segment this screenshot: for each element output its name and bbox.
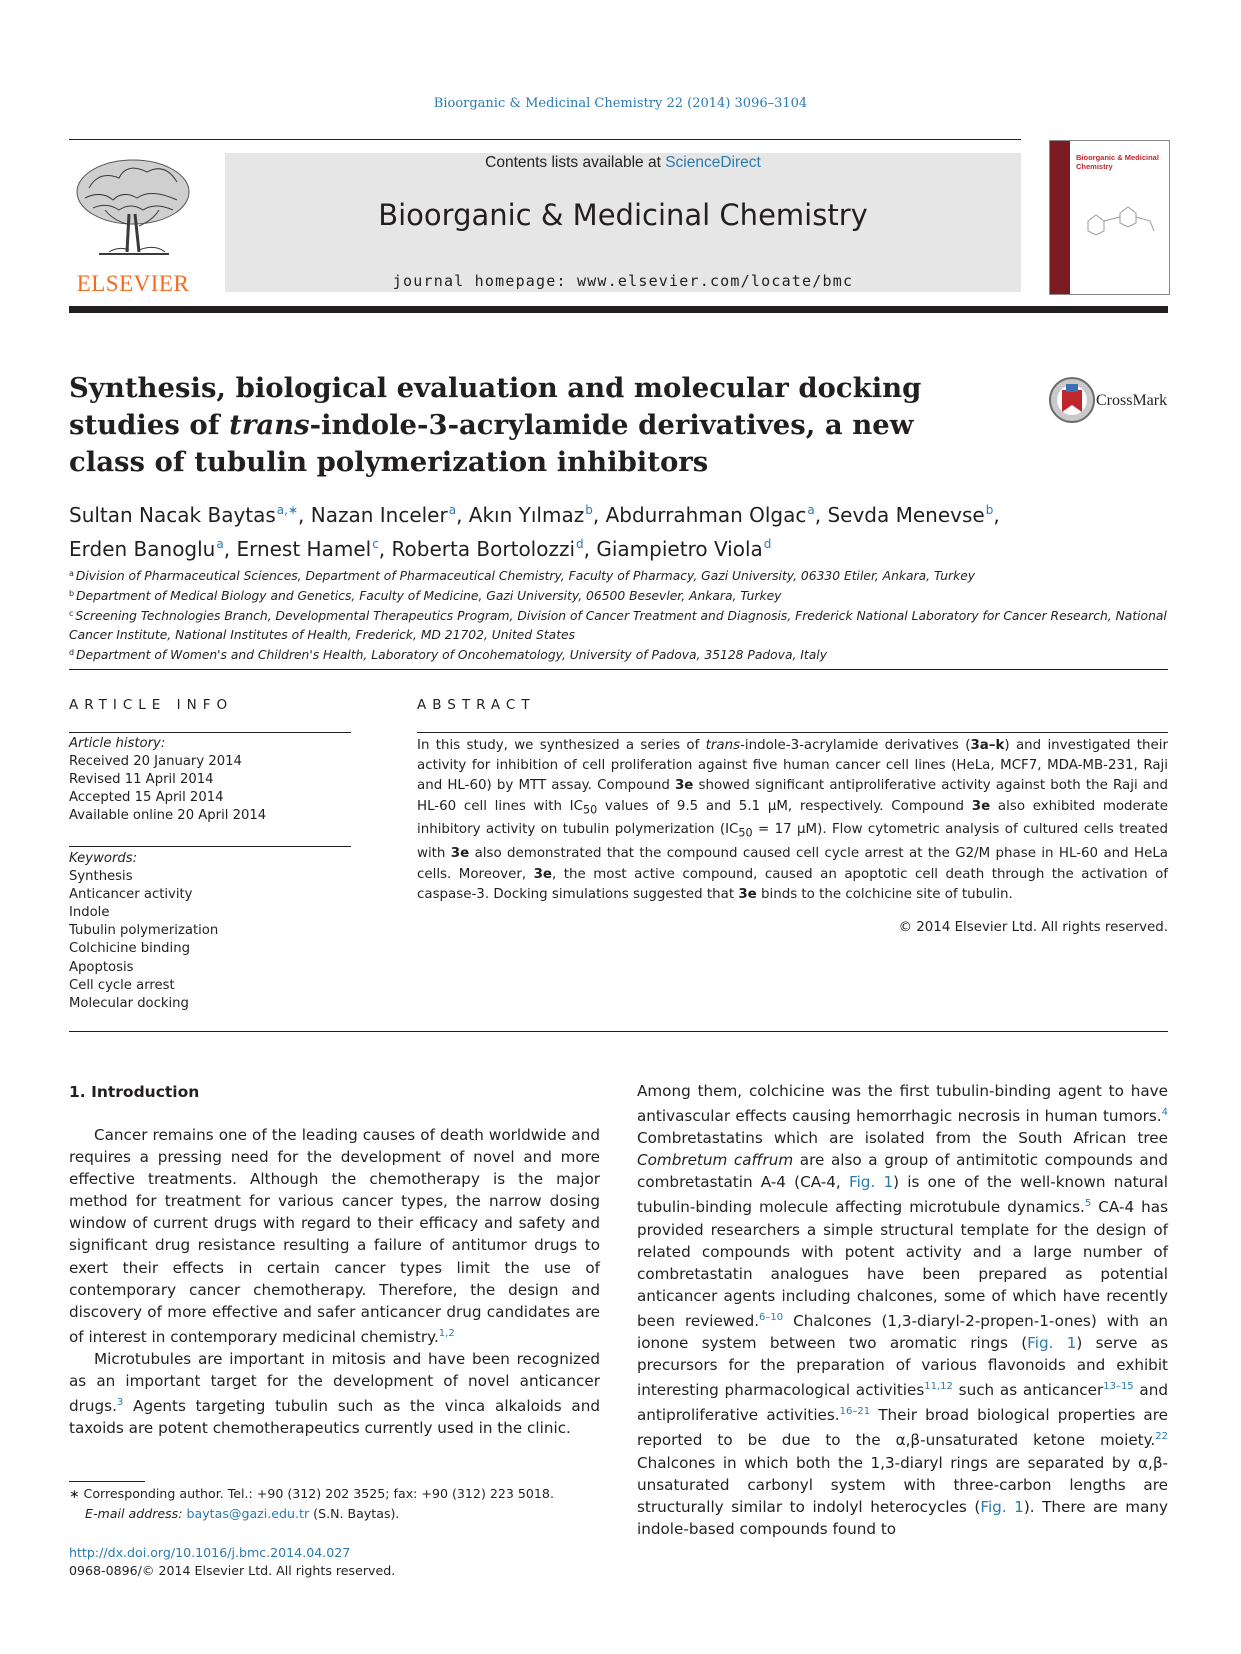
author-name: Ernest Hamel: [236, 537, 372, 561]
author-name: Abdurrahman Olgac: [605, 503, 807, 527]
article-info-heading: ARTICLE INFO: [69, 697, 234, 713]
author-separator: ,: [456, 503, 469, 527]
keyword-item: Indole: [69, 905, 110, 921]
author-name: Sevda Menevse: [827, 503, 985, 527]
history-item: Accepted 15 April 2014: [69, 790, 224, 806]
keyword-item: Anticancer activity: [69, 887, 193, 903]
citation-ref[interactable]: 4: [1161, 1107, 1168, 1119]
contents-line: [225, 154, 1021, 172]
author-affiliation[interactable]: c: [372, 537, 379, 551]
body-column-right: [637, 1080, 1168, 1540]
affiliation-rule: [69, 669, 1168, 670]
affiliation-text: Screening Technologies Branch, Developmental Therapeutics Program, Division of Cancer Treatment and Diagnosis, Frederick National Laboratory for Cancer Research, National Cancer Institute, National Institutes of Health, Frederick, MD 21702, United States: [69, 609, 1167, 642]
figure-link[interactable]: Fig. 1: [848, 1173, 894, 1192]
citation-ref[interactable]: 1,2: [438, 1327, 455, 1339]
affiliation-item: [69, 605, 1169, 643]
history-item: Available online 20 April 2014: [69, 808, 267, 824]
citation-ref[interactable]: 22: [1155, 1431, 1168, 1443]
article-info-rule: [69, 732, 351, 733]
author-affiliation[interactable]: a: [216, 537, 224, 551]
author-affiliation[interactable]: b: [585, 503, 593, 517]
email-line: E-mail address: baytas@gazi.edu.tr (S.N. Baytas).: [85, 1506, 400, 1521]
affiliation-text: Department of Medical Biology and Genetics, Faculty of Medicine, Gazi University, 06500 Besevler, Ankara, Turkey: [76, 589, 782, 604]
elsevier-wordmark: ELSEVIER: [76, 271, 190, 296]
body-column-left: [69, 1124, 600, 1439]
history-item: Revised 11 April 2014: [69, 772, 214, 788]
article-title: [69, 370, 969, 481]
citation-ref[interactable]: 11,12: [924, 1381, 953, 1393]
sciencedirect-link[interactable]: ScienceDirect: [665, 154, 761, 171]
author-separator: ,: [223, 537, 237, 561]
cover-spine: [1050, 141, 1070, 294]
journal-name: Bioorganic & Medicinal Chemistry: [378, 198, 868, 232]
header-thick-rule: [69, 306, 1168, 313]
intro-paragraph: Cancer remains one of the leading causes of death worldwide and requires a pressing need for the development of novel and more effective treatments. Although the chemotherapy is the major method for treatment for various cancer types, the narrow dosing window of current drugs with regard to their efficacy and safety and significant drug resistance resulting a failure of antitumor drugs to exert their effects in certain cancer types limit the use of contemporary cancer chemotherapy. Therefore, the design and discovery of more effective and safer anticancer drug candidates are of interest in contemporary medicinal chemistry.$^{1,2}$: [69, 1126, 600, 1346]
issn-line: 0968-0896/© 2014 Elsevier Ltd. All rights reserved.: [69, 1563, 396, 1578]
author-name: Roberta Bortolozzi: [391, 537, 576, 561]
journal-cover-thumbnail[interactable]: [1049, 140, 1170, 295]
affiliation-key: c: [69, 609, 74, 619]
intro-paragraph: Among them, colchicine was the first tubulin-binding agent to have antivascular effects causing hemorrhagic necrosis in human tumors.$^4$ Combretastatins which are isolated from the South African tree Combretum caffrum are also a group of antimitotic compounds and combretastatin A-4 (CA-4, Fig. 1) is one of the well-known natural tubulin-binding molecule affecting microtubule dynamics.$^5$ CA-4 has provided researchers a simple structural template for the design of related compounds with potent activity and a large number of combretastatin analogues have been prepared as potential anticancer agents including chalcones, some of which have recently been reviewed.$^{6-10}$ Chalcones (1,3-diaryl-2-propen-1-ones) with an ionone system between two aromatic rings (Fig. 1) serve as precursors for the preparation of various flavonoids and exhibit interesting pharmacological activities$^{11,12}$ such as anticancer$^{13-15}$ and antiproliferative activities.$^{16-21}$ Their broad biological properties are reported to be due to the α,β-unsaturated ketone moiety.$^{22}$ Chalcones in which both the 1,3-diaryl rings are separated by α,β-unsaturated carbonyl system with three-carbon lengths are structurally similar to indolyl heterocycles (Fig. 1). There are many indole-based compounds found to: [637, 1082, 1169, 1538]
figure-link[interactable]: Fig. 1: [980, 1497, 1024, 1516]
author-affiliation[interactable]: d: [576, 537, 584, 551]
citation-ref[interactable]: 6–10: [759, 1311, 784, 1323]
author-affiliation[interactable]: a: [448, 503, 457, 517]
abstract-text: In this study, we synthesized a series of trans-indole-3-acrylamide derivatives (3a–k) and investigated their activity for inhibition of cell proliferation against five human cancer cell lines (HeLa, MCF7, MDA-MB-231, Raji and HL-60) by MTT assay. Compound 3e showed significant antiproliferative activity against both the Raji and HL-60 cell lines with $IC_{50}$ values of 9.5 and 5.1 μM, respectively. Compound 3e also exhibited moderate inhibitory activity on tubulin polymerization ($IC_{50} = 17$ μM). Flow cytometric analysis of cultured cells treated with 3e also demonstrated that the compound caused cell cycle arrest at the G2/M phase in HL-60 and HeLa cells. Moreover, 3e, the most active compound, caused an apoptotic cell death through the activation of caspase-3. Docking simulations suggested that 3e binds to the colchicine site of tubulin.: [417, 738, 1169, 902]
affiliation-key: b: [69, 589, 75, 599]
intro-paragraph: Microtubules are important in mitosis and have been recognized as an important target for the development of novel anticancer drugs.$^3$ Agents targeting tubulin such as the vinca alkaloids and taxoids are potent chemotherapeutics currently used in the clinic.: [69, 1349, 600, 1438]
affiliation-key: a: [69, 569, 74, 578]
citation-ref[interactable]: 3: [116, 1397, 124, 1409]
author-name: Nazan Inceler: [310, 503, 448, 527]
front-matter-rule: [69, 1031, 1168, 1032]
article-history: [69, 735, 351, 825]
affiliation-item: [69, 644, 1169, 664]
citation-ref[interactable]: 5: [1084, 1198, 1092, 1210]
author-affiliation[interactable]: d: [763, 537, 772, 551]
title-part1: Synthesis, biological evaluation and molecular docking studies of: [69, 372, 922, 441]
keyword-item: Cell cycle arrest: [69, 977, 175, 993]
title-part2: -indole-3-acrylamide derivatives, a new class of tubulin polymerization inhibitors: [69, 409, 914, 478]
affiliation-key: d: [69, 647, 75, 657]
abstract-rule: [417, 732, 1168, 733]
homepage-label: journal homepage:: [392, 272, 577, 290]
header-rule: [69, 139, 1021, 140]
author-email-link[interactable]: baytas@gazi.edu.tr: [186, 1506, 310, 1521]
affiliation-text: Division of Pharmaceutical Sciences, Department of Pharmaceutical Chemistry, Faculty of Pharmacy, Gazi University, 06330 Etiler, Ankara, Turkey: [75, 569, 976, 583]
author-separator: ,: [378, 537, 392, 561]
affiliation-item: [69, 565, 1169, 585]
crossmark-icon: [1048, 376, 1096, 424]
affiliation-text: Department of Women's and Children's Health, Laboratory of Oncohematology, University of Padova, 35128 Padova, Italy: [76, 647, 827, 662]
keyword-item: Molecular docking: [69, 995, 189, 1011]
affiliation-list: [69, 565, 1169, 664]
citation-ref[interactable]: 16–21: [839, 1406, 871, 1418]
cover-molecule-icon: [1080, 201, 1160, 241]
keywords-rule: [69, 846, 351, 847]
keyword-item: Tubulin polymerization: [69, 923, 219, 939]
history-label: Article history:: [69, 736, 166, 751]
corresponding-line: ∗ Corresponding author. Tel.: +90 (312) 202 3525; fax: +90 (312) 223 5018.: [69, 1486, 554, 1501]
doi-link[interactable]: http://dx.doi.org/10.1016/j.bmc.2014.04.027: [69, 1545, 351, 1560]
author-separator: ,: [592, 503, 606, 527]
author-name: Giampietro Viola: [596, 537, 763, 561]
author-list: [69, 496, 1169, 564]
footnote-rule: [69, 1481, 145, 1482]
journal-citation[interactable]: Bioorganic & Medicinal Chemistry 22 (2014) 3096–3104: [433, 96, 808, 111]
journal-homepage: [225, 272, 1021, 290]
corresponding-author-footnote: [69, 1484, 600, 1524]
figure-link[interactable]: Fig. 1: [1027, 1334, 1077, 1353]
author-separator: ,: [993, 503, 1000, 527]
abstract-copyright: © 2014 Elsevier Ltd. All rights reserved.: [898, 920, 1168, 935]
keyword-item: Colchicine binding: [69, 941, 190, 957]
keywords-list: [69, 850, 351, 1013]
author-affiliation[interactable]: b: [985, 503, 994, 517]
author-separator: ,: [583, 537, 597, 561]
abstract-heading: ABSTRACT: [417, 697, 536, 713]
author-affiliation[interactable]: a,∗: [276, 503, 299, 517]
contents-prefix: Contents lists available at: [485, 154, 666, 171]
crossmark-label[interactable]: CrossMark: [1096, 392, 1168, 409]
cover-title: Bioorganic & Medicinal Chemistry: [1076, 153, 1159, 171]
keywords-label: Keywords:: [69, 851, 138, 866]
author-separator: ,: [298, 503, 311, 527]
author-name: Akın Yılmaz: [468, 503, 585, 527]
citation-ref[interactable]: 13–15: [1103, 1381, 1134, 1393]
doi-block: [69, 1544, 395, 1580]
section-heading-introduction: 1. Introduction: [69, 1083, 200, 1101]
keyword-item: Synthesis: [69, 869, 133, 885]
affiliation-item: [69, 585, 1169, 605]
homepage-url[interactable]: www.elsevier.com/locate/bmc: [576, 272, 854, 290]
history-item: Received 20 January 2014: [69, 754, 242, 770]
author-name: Sultan Nacak Baytas: [69, 503, 276, 527]
author-separator: ,: [814, 503, 828, 527]
author-affiliation[interactable]: a: [807, 503, 815, 517]
keyword-item: Apoptosis: [69, 959, 134, 975]
author-name: Erden Banoglu: [69, 537, 216, 561]
title-italic: trans: [229, 409, 310, 441]
